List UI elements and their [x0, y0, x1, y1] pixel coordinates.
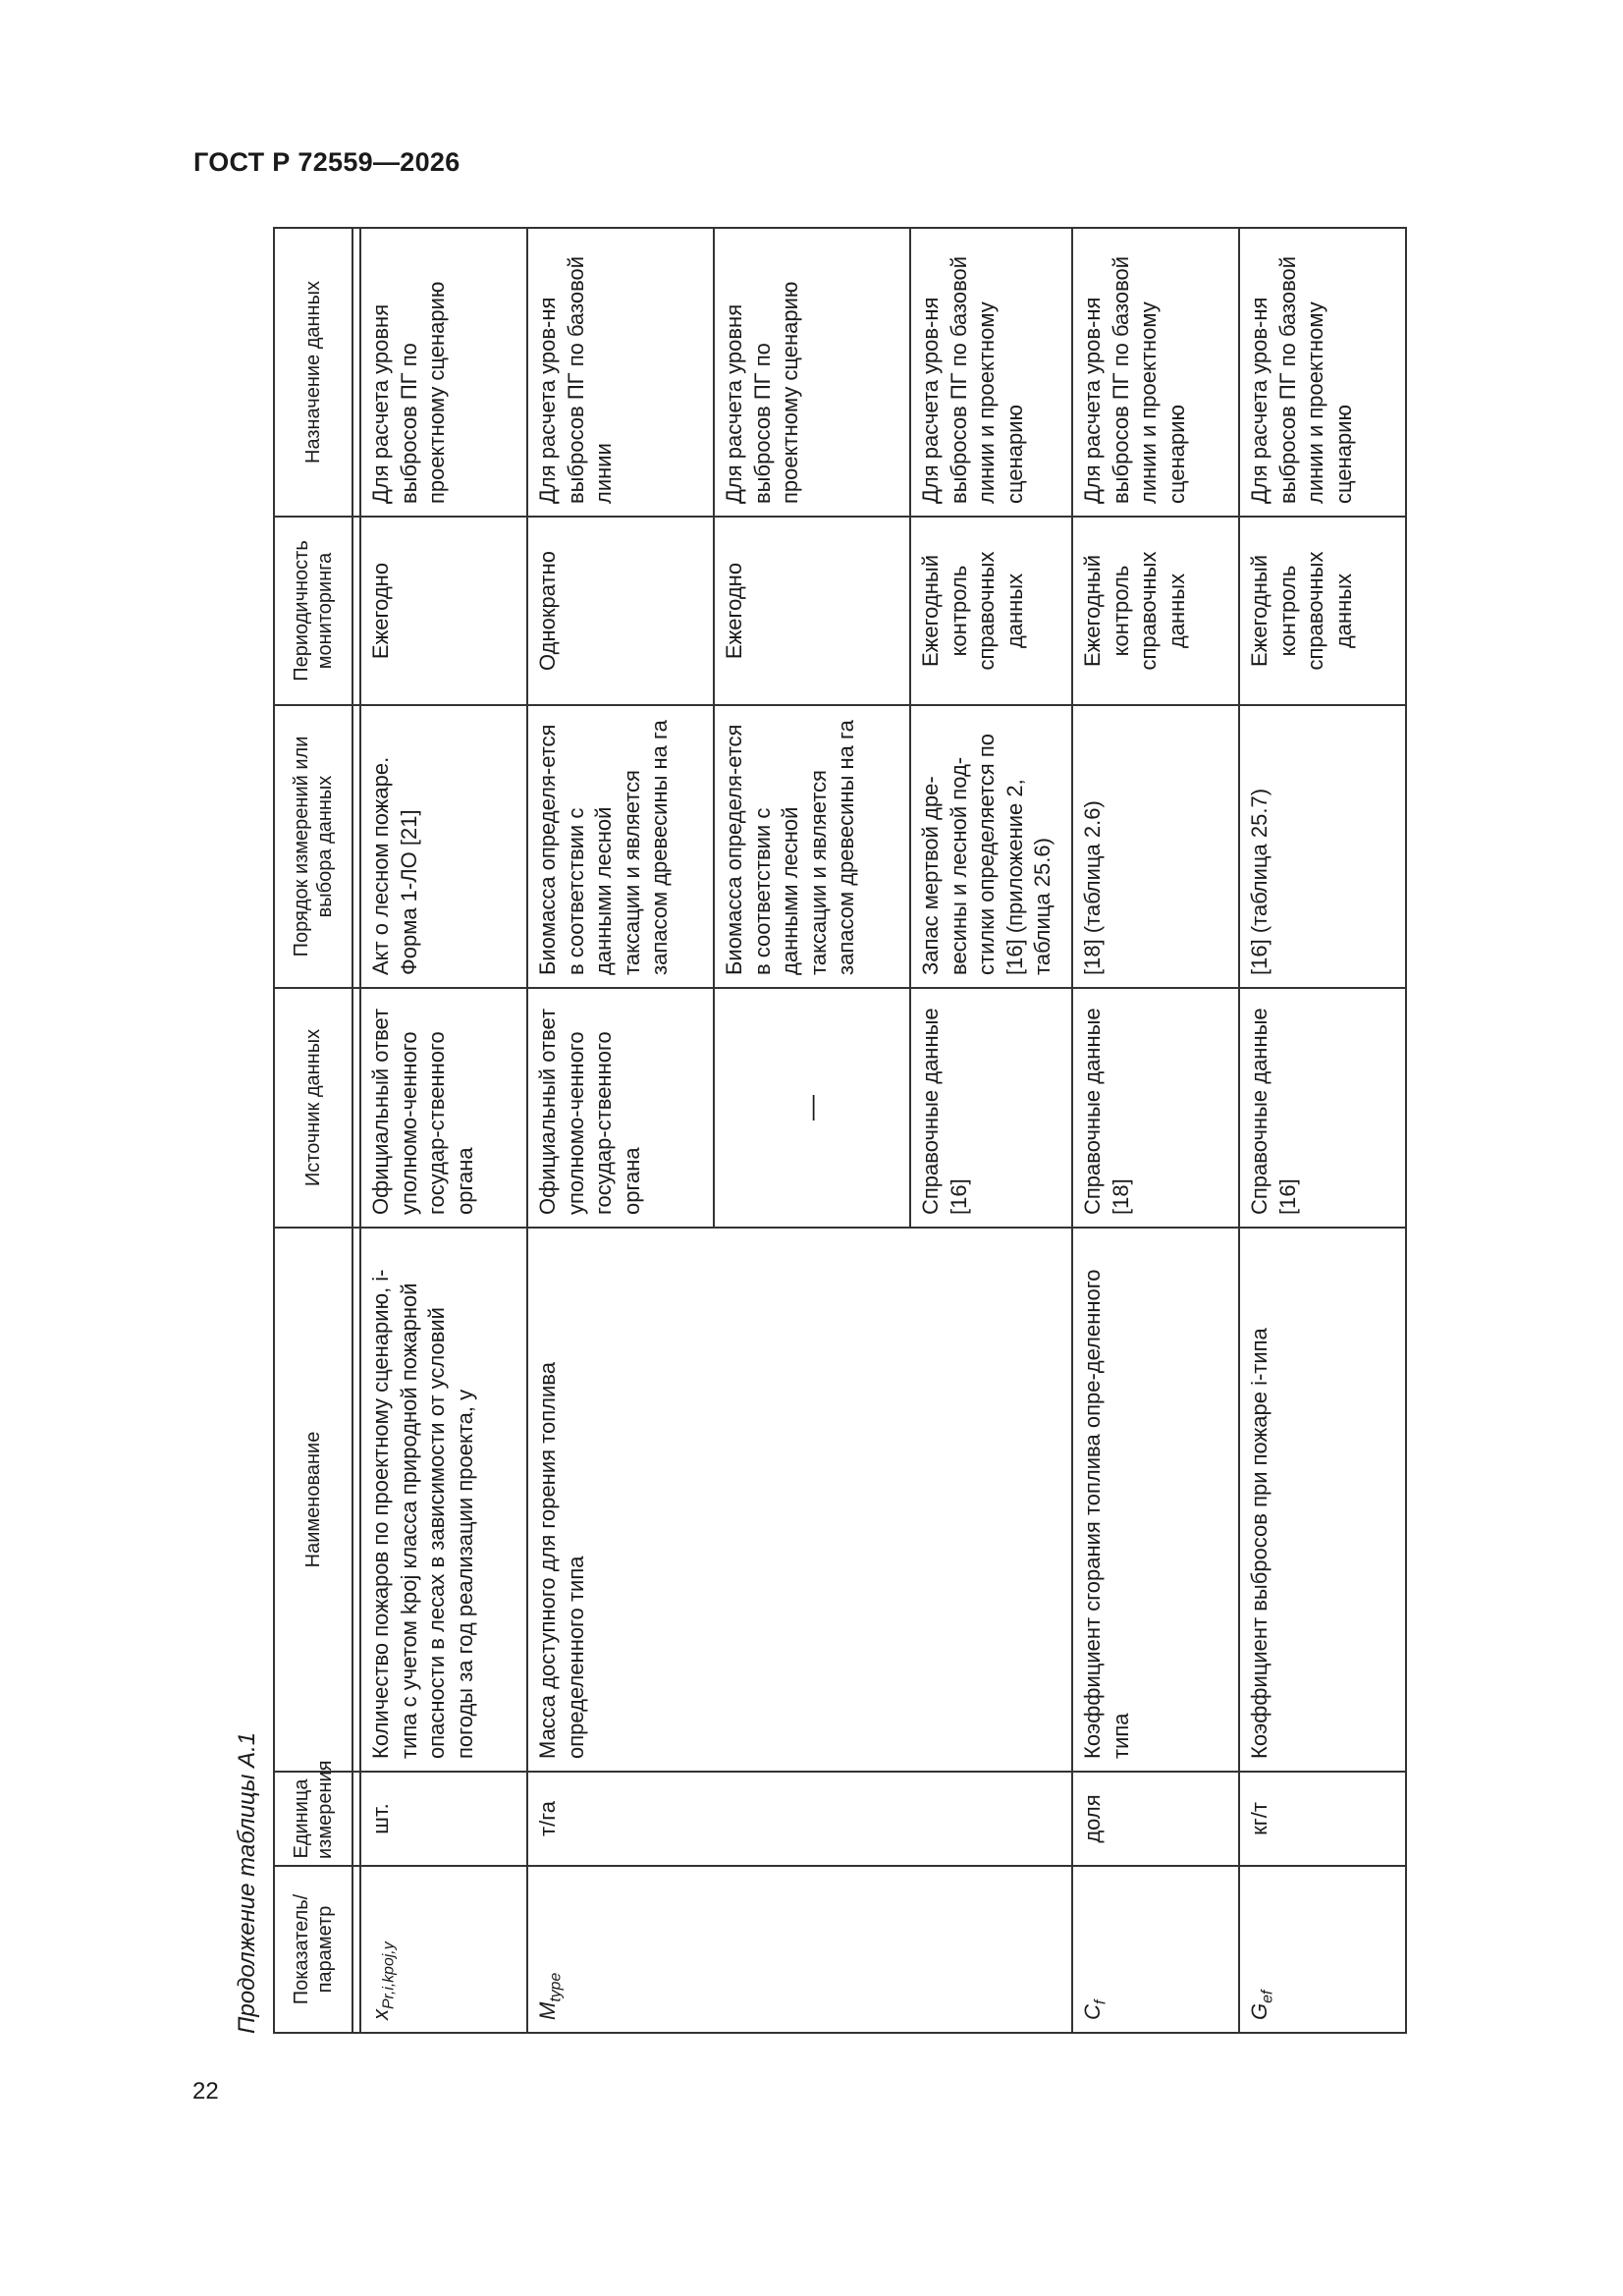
col-header-source: Источник данных [274, 988, 352, 1228]
name-cell: Масса доступного для горения топлива определенного типа [527, 1228, 1072, 1772]
col-header-parameter: Показатель/ параметр [274, 1866, 352, 2033]
table-caption: Продолжение таблицы А.1 [234, 1731, 260, 2034]
param-symbol: M [535, 2001, 560, 2020]
param-cell [360, 1866, 527, 2033]
col-header-procedure: Порядок измерений или выбора данных [274, 705, 352, 988]
unit-cell: шт. [360, 1772, 527, 1866]
periodicity-cell: Ежегодно [360, 517, 527, 705]
table-row [360, 228, 527, 2033]
periodicity-cell: Ежегодный контроль справочных данных [1072, 517, 1239, 705]
procedure-cell: [18] (таблица 2.6) [1072, 705, 1239, 988]
rotated-table-block [229, 229, 1356, 2034]
param-symbol: G [1247, 2002, 1271, 2020]
source-cell: Официальный ответ уполномо-ченного государ-ственного органа [527, 988, 714, 1228]
param-subscript: Pr,i,kpoj,y [380, 1941, 398, 2009]
separator-row [352, 228, 360, 2033]
param-subscript: ef [1259, 1990, 1276, 2003]
unit-cell: кг/т [1239, 1772, 1406, 1866]
procedure-cell: Биомасса определя-ется в соответствии с данными лесной таксации и является запасом древесины на га [527, 705, 714, 988]
purpose-cell: Для расчета уровня выбросов ПГ по проектному сценарию [714, 228, 910, 517]
unit-cell: т/га [527, 1772, 1072, 1866]
source-cell: Официальный ответ уполномо-ченного государ-ственного органа [360, 988, 527, 1228]
param-symbol: x [368, 2009, 393, 2020]
source-cell: — [714, 988, 910, 1228]
procedure-cell: Акт о лесном пожаре. Форма 1-ЛО [21] [360, 705, 527, 988]
document-header: ГОСТ Р 72559—2026 [193, 147, 460, 177]
periodicity-cell: Ежегодный контроль справочных данных [1239, 517, 1406, 705]
col-header-purpose: Назначение данных [274, 228, 352, 517]
param-subscript: f [1092, 1999, 1109, 2005]
purpose-cell: Для расчета уров-ня выбросов ПГ по базовой линии и проектному сценарию [1239, 228, 1406, 517]
procedure-cell: Биомасса определя-ется в соответствии с данными лесной таксации и является запасом древесины на га [714, 705, 910, 988]
table-row [527, 228, 714, 2033]
param-symbol: C [1080, 2004, 1105, 2020]
purpose-cell: Для расчета уров-ня выбросов ПГ по базовой линии и проектному сценарию [910, 228, 1072, 517]
purpose-cell: Для расчета уров-ня выбросов ПГ по базовой линии и проектному сценарию [1072, 228, 1239, 517]
table-row [1239, 228, 1406, 2033]
purpose-cell: Для расчета уров-ня выбросов ПГ по базовой линии [527, 228, 714, 517]
name-cell: Коэффициент сгорания топлива опре-деленного типа [1072, 1228, 1239, 1772]
periodicity-cell: Ежегодный контроль справочных данных [910, 517, 1072, 705]
periodicity-cell: Однократно [527, 517, 714, 705]
purpose-cell: Для расчета уровня выбросов ПГ по проектному сценарию [360, 228, 527, 517]
procedure-cell: Запас мертвой дре-весины и лесной под-стилки определяется по [16] (приложение 2, таблица 25.6) [910, 705, 1072, 988]
table-row [1072, 228, 1239, 2033]
header-row [274, 228, 352, 2033]
col-header-periodicity: Периодичность мониторинга [274, 517, 352, 705]
procedure-cell: [16] (таблица 25.7) [1239, 705, 1406, 988]
unit-cell: доля [1072, 1772, 1239, 1866]
param-cell [1239, 1866, 1406, 2033]
col-header-name: Наименование [274, 1228, 352, 1772]
source-cell: Справочные данные [18] [1072, 988, 1239, 1228]
name-cell: Количество пожаров по проектному сценарию, i-типа с учетом kpoj класса природной пожарной опасности в лесах в зависимости от условий погоды за год реализации проекта, y [360, 1228, 527, 1772]
param-cell [527, 1866, 1072, 2033]
page-number: 22 [192, 2078, 219, 2105]
param-subscript: type [547, 1972, 565, 2002]
param-cell [1072, 1866, 1239, 2033]
periodicity-cell: Ежегодно [714, 517, 910, 705]
col-header-unit: Единица измерения [274, 1772, 352, 1866]
data-table [273, 227, 1407, 2034]
source-cell: Справочные данные [16] [910, 988, 1072, 1228]
name-cell: Коэффициент выбросов при пожаре i-типа [1239, 1228, 1406, 1772]
source-cell: Справочные данные [16] [1239, 988, 1406, 1228]
